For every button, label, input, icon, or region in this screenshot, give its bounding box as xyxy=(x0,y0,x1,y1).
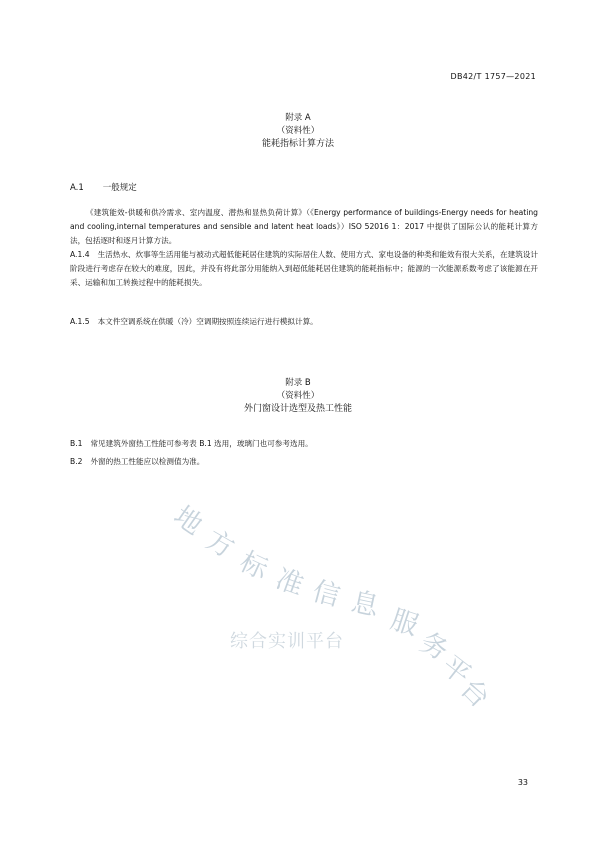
watermark-char: 信 xyxy=(309,575,344,613)
clause-a1-title: 一般规定 xyxy=(102,183,137,193)
clause-number: A.1.4 xyxy=(70,250,90,259)
watermark-char: 息 xyxy=(348,586,382,623)
annex-b-nature: （资料性） xyxy=(276,391,320,401)
watermark-char: 准 xyxy=(271,563,308,602)
clause-number: B.2 xyxy=(70,457,83,466)
clause-text: 本文件空调系统在供暖（冷）空调期按照连续运行进行模拟计算。 xyxy=(97,317,318,326)
annex-a-title: 能耗指标计算方法 xyxy=(261,139,334,149)
watermark-inner-text: 综合实训平台 xyxy=(230,631,344,652)
paragraph-iso-52016: 《建筑能效-供暖和供冷需求、室内温度、潜热和显热负荷计算》（《Energy performance of buildings-Energy needs for heating and cooling,internal temperatures and sensible and latent heat loads》）ISO 52016 1：2017 中提供了国际公认的能耗计算方法，包括逐时和逐月计算方法。 xyxy=(70,208,538,245)
annex-a-nature: （资料性） xyxy=(276,126,320,136)
clause-text: 外窗的热工性能应以检测值为准。 xyxy=(90,457,205,466)
annex-b-heading xyxy=(0,377,596,416)
page-number: 33 xyxy=(517,778,528,787)
clause-number: B.1 xyxy=(70,439,83,448)
paragraph-a-1-4 xyxy=(70,248,538,290)
watermark-char: 平 xyxy=(435,650,477,692)
watermark-char: 地 xyxy=(167,500,208,542)
clause-a1-heading xyxy=(70,182,137,194)
paragraph-a-1-5 xyxy=(70,315,538,329)
clause-text: 生活热水、炊事等生活用能与被动式超低能耗居住建筑的实际居住人数、使用方式、家电设备的种类和能效有很大关系，在建筑设计阶段进行考虑存在较大的难度，因此，并没有将此部分用能纳入到超低能耗居住建筑的能耗指标中；能源的一次能源系数考虑了该能源在开采、运输和加工转换过程中的能耗损失。 xyxy=(70,250,538,287)
clause-number: A.1.5 xyxy=(70,317,90,326)
watermark-char: 务 xyxy=(414,626,454,667)
watermark-char: 台 xyxy=(454,673,496,715)
annex-b-title: 外门窗设计选型及热工性能 xyxy=(243,404,352,414)
paragraph-b-2 xyxy=(70,455,538,469)
clause-a1-number: A.1 xyxy=(70,183,84,193)
document-code: DB42/T 1757—2021 xyxy=(450,72,536,81)
watermark-char: 服 xyxy=(386,604,423,643)
paragraph-b-1 xyxy=(70,437,538,451)
annex-b-label: 附录 B xyxy=(285,378,311,388)
annex-a-heading xyxy=(0,112,596,151)
watermark-char: 标 xyxy=(235,546,273,586)
clause-text: 常见建筑外窗热工性能可参考表 B.1 选用，玻璃门也可参考选用。 xyxy=(90,439,313,448)
watermark-char: 方 xyxy=(200,524,240,565)
annex-a-label: 附录 A xyxy=(285,113,311,123)
